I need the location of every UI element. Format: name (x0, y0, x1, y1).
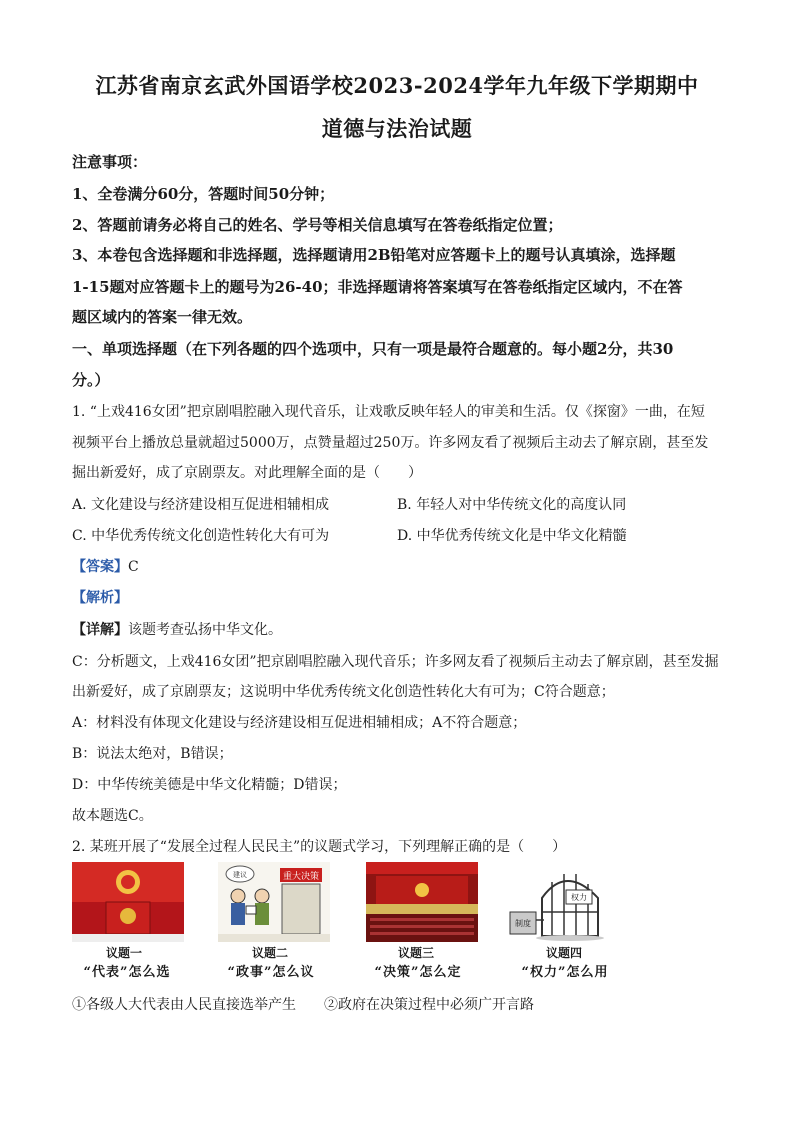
explanation-d: D：中华传统美德是中华文化精髓；D错误； (72, 777, 347, 793)
sign-text: 重大决策 (282, 872, 320, 882)
q1-option-d: D. 中华优秀传统文化是中华文化精髓 (397, 528, 627, 544)
analysis-row (72, 587, 722, 607)
notice-heading: 注意事项： (72, 153, 148, 171)
cartoon-discussion-illustration (218, 862, 330, 942)
topic-3-label: 议题三 (397, 946, 434, 960)
question-1-stem-cont: 视频平台上播放总量就超过5000万，点赞量超过250万。许多网友看了视频后主动去了解京剧，甚至发 (72, 435, 709, 451)
answer-label: 【答案】 (72, 559, 128, 575)
detail-row (72, 619, 722, 639)
notice-item-1: 1、全卷满分60分，答题时间50分钟； (72, 185, 335, 203)
explanation-a: A：材料没有体现文化建设与经济建设相互促进相辅相成；A不符合题意； (72, 715, 527, 731)
bubble-text: 建议 (233, 871, 247, 879)
answer-value: C (128, 559, 139, 575)
explanation-c-cont: 出新爱好，成了京剧票友；这说明中华优秀传统文化创造性转化大有可为；C符合题意； (72, 684, 615, 700)
notice-item-3: 3、本卷包含选择题和非选择题，选择题请用2B铅笔对应答题卡上的题号认真填涂，选择题 (72, 246, 676, 264)
topic-4-label: 议题四 (545, 946, 582, 960)
topic-4-question: “权力”怎么用 (521, 965, 609, 980)
power-cage-illustration (506, 862, 618, 942)
question-1-stem: 1. “上戏416女团”把京剧唱腔融入现代音乐，让戏歌反映年轻人的审美和生活。仅《探窗》一曲，在短 (72, 404, 705, 420)
topic-2-label: 议题二 (251, 946, 288, 960)
cage-label: 权力 (571, 893, 587, 902)
topic-2-picture (218, 862, 330, 942)
tag-label: 制度 (515, 919, 531, 928)
topic-4-picture (506, 862, 618, 942)
notice-item-2: 2、答题前请务必将自己的姓名、学号等相关信息填写在答卷纸指定位置； (72, 216, 563, 234)
section-heading: 一、单项选择题（在下列各题的四个选项中，只有一项是最符合题意的。每小题2分，共30 (72, 340, 674, 358)
section-heading-cont: 分。） (72, 371, 110, 389)
podium-illustration (72, 862, 184, 942)
assembly-hall-illustration (366, 862, 478, 942)
exam-subtitle: 道德与法治试题 (321, 116, 473, 141)
notice-item-3-cont: 1-15题对应答题卡上的题号为26-40；非选择题请将答案填写在答卷纸指定区域内，不在答 (72, 278, 683, 296)
topic-1-label: 议题一 (105, 946, 142, 960)
exam-title: 江苏省南京玄武外国语学校2023-2024学年九年级下学期期中 (95, 73, 699, 98)
question-2-choices: ①各级人大代表由人民直接选举产生 ②政府在决策过程中必须广开言路 (72, 997, 534, 1013)
detail-text: 该题考查弘扬中华文化。 (128, 622, 282, 638)
q1-option-a: A. 文化建设与经济建设相互促进相辅相成 (72, 497, 330, 513)
q1-option-b: B. 年轻人对中华传统文化的高度认同 (397, 497, 627, 513)
topic-3-question: “决策”怎么定 (374, 965, 462, 980)
notice-item-3-end: 题区域内的答案一律无效。 (72, 308, 253, 326)
topic-3-picture (366, 862, 478, 942)
question-1-stem-end: 掘出新爱好，成了京剧票友。对此理解全面的是（ ） (72, 465, 422, 481)
answer-row (72, 556, 722, 576)
explanation-c: C：分析题文，上戏416女团”把京剧唱腔融入现代音乐；许多网友看了视频后主动去了解京剧，甚至发掘 (72, 654, 719, 670)
q1-option-c: C. 中华优秀传统文化创造性转化大有可为 (72, 528, 330, 544)
topic-1-question: “代表”怎么选 (83, 965, 171, 980)
detail-label: 【详解】 (72, 622, 128, 638)
topic-2-question: “政事”怎么议 (227, 965, 315, 980)
conclusion: 故本题选C。 (72, 808, 153, 824)
topic-1-picture (72, 862, 184, 942)
explanation-b: B：说法太绝对，B错误； (72, 746, 233, 762)
question-2-stem: 2. 某班开展了“发展全过程人民民主”的议题式学习，下列理解正确的是（ ） (72, 839, 567, 855)
analysis-label: 【解析】 (72, 590, 128, 606)
